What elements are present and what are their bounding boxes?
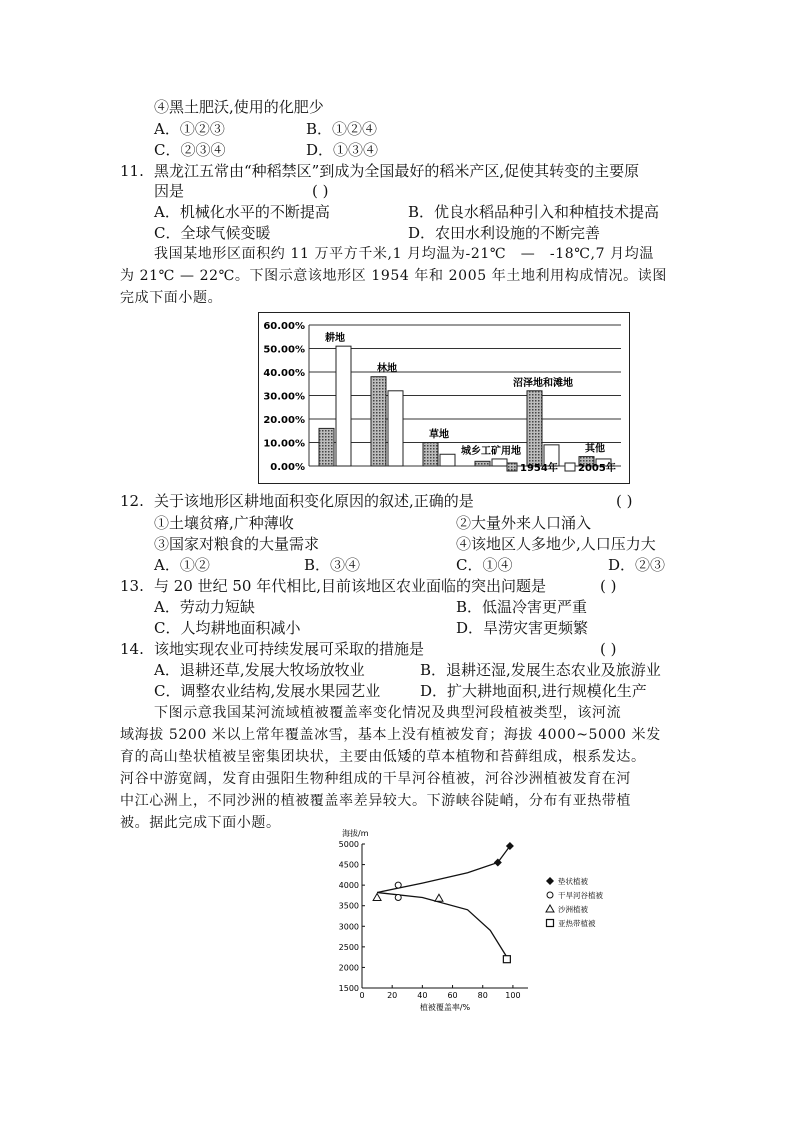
y-tick-label: 40.00% bbox=[263, 368, 305, 379]
data-point bbox=[373, 893, 381, 900]
y-tick-label: 5000 bbox=[338, 840, 359, 849]
legend-marker bbox=[546, 877, 554, 885]
bar-2005 bbox=[336, 346, 351, 466]
intro1-line3: 完成下面小题。 bbox=[120, 290, 223, 306]
q10-option-a[interactable]: A．①②③ bbox=[154, 120, 225, 138]
q14-number: 14. bbox=[120, 640, 144, 658]
land-use-bar-chart-svg bbox=[259, 313, 629, 483]
intro2-line2: 域海拔 5200 米以上常年覆盖冰雪，基本上没有植被发育；海拔 4000~5000 米发 bbox=[120, 727, 661, 743]
q13-option-a[interactable]: A．劳动力短缺 bbox=[154, 598, 255, 616]
y-tick-label: 20.00% bbox=[263, 415, 305, 426]
bar-1954 bbox=[475, 461, 490, 466]
q11-option-d[interactable]: D．农田水利设施的不断完善 bbox=[408, 224, 601, 242]
q13-option-d[interactable]: D．旱涝灾害更频繁 bbox=[456, 619, 589, 637]
q14-option-c[interactable]: C．调整农业结构,发展水果园艺业 bbox=[154, 682, 381, 700]
q12-option-d[interactable]: D．②③ bbox=[608, 556, 666, 574]
bar-1954 bbox=[319, 428, 334, 466]
q14-option-a[interactable]: A．退耕还草,发展大牧场放牧业 bbox=[154, 661, 365, 679]
y-tick-label: 1500 bbox=[338, 984, 359, 993]
y-tick-label: 2500 bbox=[338, 942, 359, 952]
intro2-line4: 河谷中游宽阔，发育由强阳生物种组成的干旱河谷植被，河谷沙洲植被发育在河 bbox=[120, 771, 631, 787]
q11-option-a[interactable]: A．机械化水平的不断提高 bbox=[154, 203, 330, 221]
q11-number: 11. bbox=[120, 162, 144, 180]
y-axis-label: 海拔/m bbox=[342, 829, 369, 838]
y-tick-label: 4000 bbox=[338, 881, 359, 891]
bar-1954 bbox=[423, 443, 438, 467]
y-tick-label: 30.00% bbox=[263, 391, 305, 403]
legend-label: 亚热带植被 bbox=[558, 919, 596, 928]
q12-stem: 关于该地形区耕地面积变化原因的叙述,正确的是 bbox=[154, 492, 474, 510]
x-tick-label: 20 bbox=[387, 991, 398, 1000]
data-point bbox=[503, 956, 510, 963]
q12-item-2: ②大量外来人口涌入 bbox=[456, 514, 592, 532]
bar-1954 bbox=[527, 391, 542, 466]
x-tick-label: 100 bbox=[505, 991, 521, 1000]
y-tick-label: 10.00% bbox=[263, 438, 305, 450]
intro2-line5: 中江心洲上，不同沙洲的植被覆盖率差异较大。下游峡谷陡峭，分布有亚热带植 bbox=[120, 793, 631, 809]
data-point bbox=[435, 894, 443, 901]
data-point bbox=[395, 882, 401, 888]
y-tick-label: 3000 bbox=[338, 922, 359, 932]
bar-2005 bbox=[492, 459, 507, 466]
q12-item-1: ①土壤贫瘠,广种薄收 bbox=[154, 514, 294, 532]
y-tick-label: 60.00% bbox=[263, 321, 305, 332]
q12-item-3: ③国家对粮食的大量需求 bbox=[154, 535, 320, 553]
intro1-line1: 我国某地形区面积约 11 万平方千米,1 月均温为-21℃ — -18℃,7 月均温 bbox=[154, 246, 654, 262]
bar-2005 bbox=[388, 391, 403, 466]
y-tick-label: 50.00% bbox=[263, 344, 305, 356]
x-axis-label: 植被覆盖率/% bbox=[419, 1003, 471, 1012]
legend-label: 干旱河谷植被 bbox=[558, 891, 603, 900]
q13-option-b[interactable]: B．低温冷害更严重 bbox=[456, 598, 588, 616]
q11-stem-line1: 黑龙江五常由“种稻禁区”到成为全国最好的稻米产区,促使其转变的主要原 bbox=[154, 162, 640, 180]
trend-line-lower bbox=[377, 893, 507, 958]
intro2-line3: 育的高山垫状植被呈密集团块状，主要由低矮的草本植物和苔藓组成，根系发达。 bbox=[120, 749, 646, 765]
q13-answer-paren[interactable]: ( ) bbox=[600, 577, 617, 595]
q13-option-c[interactable]: C．人均耕地面积减小 bbox=[154, 619, 301, 637]
q14-answer-paren[interactable]: ( ) bbox=[600, 640, 617, 658]
q14-option-b[interactable]: B．退耕还湿,发展生态农业及旅游业 bbox=[420, 661, 661, 679]
category-label: 城乡工矿用地 bbox=[461, 445, 521, 457]
q11-option-c[interactable]: C．全球气候变暖 bbox=[154, 224, 271, 242]
y-tick-label: 4500 bbox=[338, 860, 359, 870]
q12-option-a[interactable]: A．①② bbox=[154, 556, 210, 574]
x-tick-label: 60 bbox=[447, 991, 458, 1000]
intro2-line6: 被。据此完成下面小题。 bbox=[120, 815, 281, 831]
category-label: 草地 bbox=[429, 429, 449, 441]
q12-number: 12. bbox=[120, 492, 144, 510]
y-tick-label: 3500 bbox=[338, 901, 359, 911]
q10-option-d[interactable]: D．①③④ bbox=[306, 141, 379, 159]
q11-answer-paren[interactable]: ( ) bbox=[312, 182, 329, 200]
q14-option-d[interactable]: D．扩大耕地面积,进行规模化生产 bbox=[420, 682, 647, 700]
q12-option-c[interactable]: C．①④ bbox=[456, 556, 513, 574]
legend-label-1954: 1954年 bbox=[520, 463, 558, 474]
y-tick-label: 2000 bbox=[338, 963, 359, 973]
legend-swatch-1954 bbox=[507, 463, 517, 471]
q10-item4: ④黑土肥沃,使用的化肥少 bbox=[154, 98, 324, 116]
legend-marker bbox=[546, 905, 554, 912]
legend-marker bbox=[547, 920, 554, 927]
legend-marker bbox=[547, 892, 553, 898]
category-label: 耕地 bbox=[325, 333, 345, 345]
q11-option-b[interactable]: B．优良水稻品种引入和种植技术提高 bbox=[408, 203, 660, 221]
data-point bbox=[395, 894, 401, 900]
legend-label: 垫状植被 bbox=[558, 877, 588, 886]
y-tick-label: 0.00% bbox=[270, 462, 305, 473]
x-tick-label: 80 bbox=[477, 991, 488, 1000]
q12-item-4: ④该地区人多地少,人口压力大 bbox=[456, 535, 656, 553]
q14-stem: 该地实现农业可持续发展可采取的措施是 bbox=[154, 640, 425, 658]
q13-stem: 与 20 世纪 50 年代相比,目前该地区农业面临的突出问题是 bbox=[154, 577, 547, 595]
category-label: 沼泽地和滩地 bbox=[513, 377, 573, 389]
legend-label: 沙洲植被 bbox=[558, 905, 588, 914]
vegetation-coverage-chart bbox=[328, 826, 603, 1016]
x-tick-label: 40 bbox=[417, 991, 428, 1000]
intro1-line2: 为 21℃ — 22℃。下图示意该地形区 1954 年和 2005 年土地利用构成情况。读图 bbox=[120, 268, 667, 284]
q10-option-b[interactable]: B．①②④ bbox=[306, 120, 378, 138]
bar-2005 bbox=[440, 454, 455, 466]
intro2-line1: 下图示意我国某河流域植被覆盖率变化情况及典型河段植被类型，该河流 bbox=[154, 705, 622, 721]
bar-1954 bbox=[371, 377, 386, 466]
category-label: 其他 bbox=[585, 443, 605, 455]
q13-number: 13. bbox=[120, 577, 144, 595]
land-use-bar-chart bbox=[258, 312, 630, 484]
category-label: 林地 bbox=[377, 363, 397, 375]
q12-answer-paren[interactable]: ( ) bbox=[616, 492, 633, 510]
q10-option-c[interactable]: C．②③④ bbox=[154, 141, 226, 159]
legend-swatch-2005 bbox=[565, 463, 575, 471]
legend-label-2005: 2005年 bbox=[578, 463, 616, 474]
q11-stem-line2: 因是 bbox=[154, 182, 185, 200]
q12-option-b[interactable]: B．③④ bbox=[304, 556, 361, 574]
x-tick-label: 0 bbox=[359, 991, 365, 1000]
